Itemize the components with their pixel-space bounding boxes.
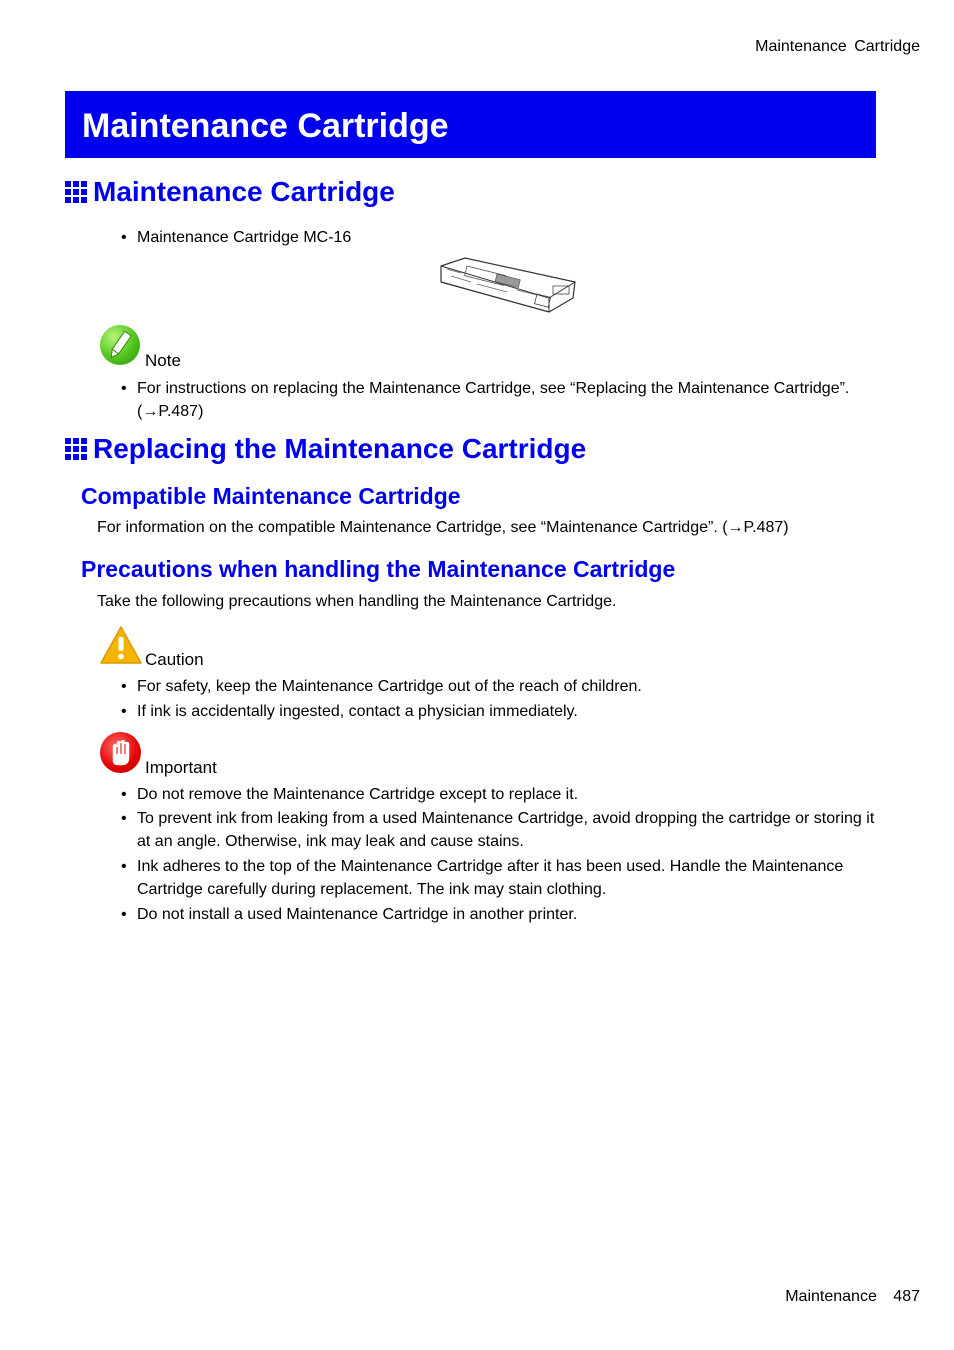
section-heading-maintenance-cartridge: [65, 176, 395, 208]
caution-triangle-icon: [99, 625, 143, 665]
page-title: Maintenance Cartridge: [82, 107, 449, 145]
section-heading-label: Maintenance Cartridge: [93, 176, 395, 207]
maintenance-cartridge-image: [437, 256, 577, 316]
section-heading-replacing: [65, 433, 586, 465]
list-item: • Maintenance Cartridge MC-16: [121, 226, 881, 249]
grid-icon: [65, 181, 87, 203]
list-item: • For safety, keep the Maintenance Cartridge out of the reach of children.: [121, 675, 881, 698]
important-hand-icon: [100, 732, 141, 773]
list-item-text: For safety, keep the Maintenance Cartridge out of the reach of children.: [137, 678, 642, 695]
subheading-compatible: Compatible Maintenance Cartridge: [81, 483, 461, 509]
list-item-text: For instructions on replacing the Maintenance Cartridge, see “Replacing the Maintenance Cartridge”.: [137, 380, 850, 397]
page-footer: [785, 1288, 920, 1306]
list-item: • Ink adheres to the top of the Maintenance Cartridge after it has been used. Handle the Maintenance Cartridge carefully during replacement. The ink may stain clothing.: [121, 855, 881, 901]
important-label: Important: [145, 758, 217, 777]
note-label: Note: [145, 351, 181, 370]
list-item-text: Do not remove the Maintenance Cartridge except to replace it.: [137, 786, 579, 803]
section-heading-label: Replacing the Maintenance Cartridge: [93, 433, 587, 464]
caution-label: Caution: [145, 650, 204, 669]
footer-section: Maintenance: [785, 1288, 877, 1305]
list-item: • Do not install a used Maintenance Cartridge in another printer.: [121, 903, 881, 926]
note-pencil-icon: [100, 325, 140, 365]
page-reference-link[interactable]: (→P.487): [137, 403, 204, 420]
page-number: 487: [893, 1288, 920, 1305]
grid-icon: [65, 438, 87, 460]
compatible-text: For information on the compatible Maintenance Cartridge, see “Maintenance Cartridge”. (→P.487): [97, 519, 789, 536]
list-item-text: To prevent ink from leaking from a used Maintenance Cartridge, avoid dropping the cartridge or storing it at an angle. Otherwise, ink may leak and cause stains.: [137, 810, 875, 850]
page-title-bar: [65, 91, 876, 158]
running-header: Maintenance Cartridge: [755, 38, 920, 55]
list-item-text: Maintenance Cartridge MC-16: [137, 229, 352, 246]
list-item: • Do not remove the Maintenance Cartridge except to replace it.: [121, 783, 881, 806]
subheading-precautions: Precautions when handling the Maintenance Cartridge: [81, 556, 676, 582]
precautions-intro: Take the following precautions when handling the Maintenance Cartridge.: [97, 593, 617, 610]
list-item-text: Ink adheres to the top of the Maintenance Cartridge after it has been used. Handle the Maintenance Cartridge carefully during replacement. The ink may stain clothing.: [137, 858, 844, 898]
list-item-text: Do not install a used Maintenance Cartridge in another printer.: [137, 906, 578, 923]
list-item-text: If ink is accidentally ingested, contact a physician immediately.: [137, 703, 578, 720]
list-item: • To prevent ink from leaking from a used Maintenance Cartridge, avoid dropping the cartridge or storing it at an angle. Otherwise, ink may leak and cause stains.: [121, 807, 881, 853]
list-item: • If ink is accidentally ingested, contact a physician immediately.: [121, 700, 881, 723]
list-item: • For instructions on replacing the Maintenance Cartridge, see “Replacing the Maintenance Cartridge”. (→P.487): [121, 377, 881, 423]
